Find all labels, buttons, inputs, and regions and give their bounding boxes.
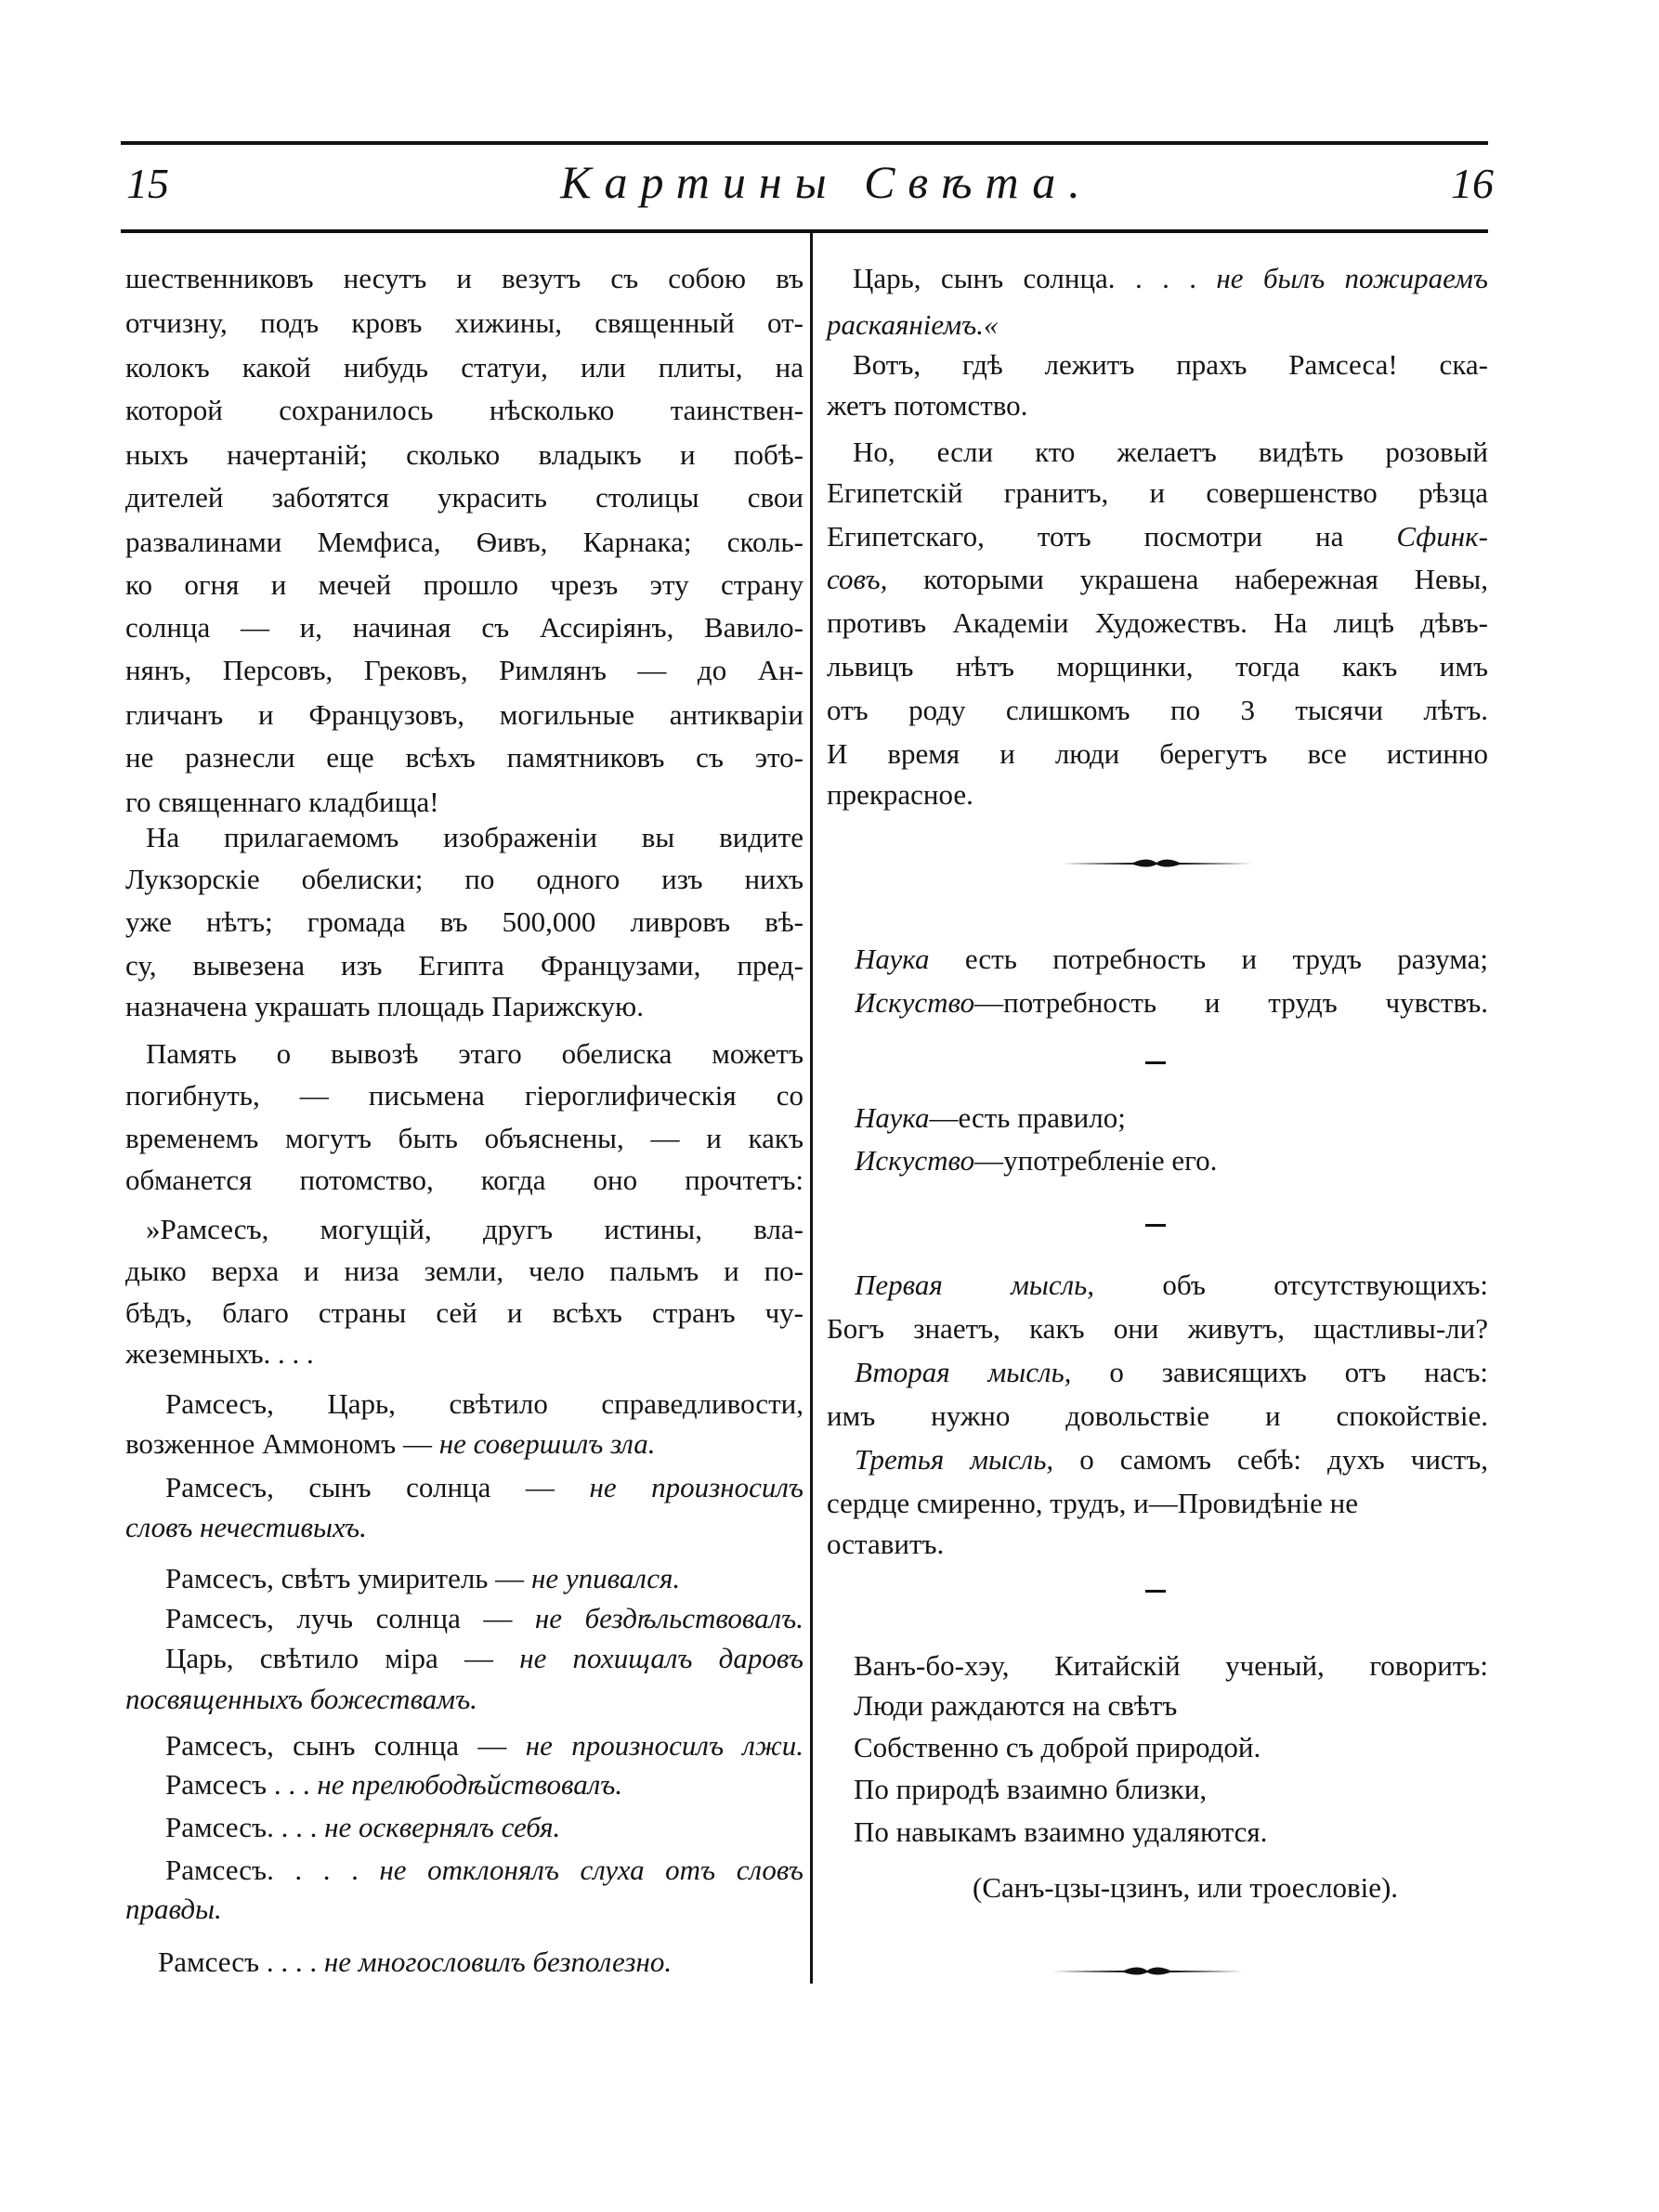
text: Египетскій гранитъ, и совершенство рѣзца: [827, 476, 1488, 510]
text-line: [854, 1685, 1488, 1727]
text-line: [125, 564, 803, 606]
italic-text: Искуство: [855, 985, 975, 1019]
text: гличанъ и Французовъ, могильные антикваріи: [125, 698, 803, 731]
text: возженное Аммономъ —: [125, 1427, 439, 1461]
text-line: [146, 1033, 803, 1075]
page-number-left: 15: [126, 160, 169, 207]
text: Богъ знаетъ, какъ они живутъ, щастливы-ли?: [827, 1311, 1488, 1345]
text-line: [855, 1139, 1488, 1182]
ornament-divider: [1059, 852, 1254, 873]
text: —употребленіе его.: [974, 1144, 1218, 1178]
text-line: [973, 1867, 1488, 1909]
text-line: [165, 1806, 803, 1849]
text-line: [855, 1097, 1488, 1139]
text: шественниковъ несутъ и везутъ съ собою въ: [125, 262, 803, 295]
text: которыми украшена набережная Невы,: [887, 562, 1488, 595]
text-line: [827, 774, 1488, 816]
text-line: [165, 1557, 803, 1600]
text: обманется потомство, когда оно прочтетъ:: [125, 1163, 803, 1196]
text: назначена украшать площадь Парижскую.: [125, 990, 644, 1023]
italic-text: правды.: [125, 1892, 222, 1925]
text-line: [125, 1423, 803, 1465]
text-line: [125, 649, 803, 692]
page-number-right: 16: [1451, 160, 1494, 207]
text: Царь, свѣтило міра —: [165, 1642, 520, 1675]
text: —есть правило;: [929, 1101, 1126, 1135]
italic-text: не многословилъ безполезно.: [323, 1945, 673, 1978]
italic-text: не произносилъ лжи.: [525, 1729, 803, 1763]
text: солнца — и, начиная съ Ассиріянъ, Вавило-: [125, 611, 803, 644]
text-line: [165, 1849, 803, 1892]
text-line: [165, 1763, 803, 1806]
text: жетъ потомство.: [827, 389, 1028, 423]
text-line: [827, 515, 1488, 558]
text: Египетскаго, тотъ посмотри на: [827, 519, 1397, 553]
italic-text: Первая мысль,: [855, 1269, 1095, 1302]
italic-text: раскаяніемъ.«: [827, 307, 999, 341]
text-line: [146, 816, 803, 859]
text-line: [827, 1523, 1488, 1566]
text-line: [827, 645, 1488, 688]
text: Лукзорскіе обелиски; по одного изъ нихъ: [125, 863, 803, 896]
text-line: [827, 304, 1488, 346]
text: дителей заботятся украсить столицы свои: [125, 480, 803, 514]
text-line: [125, 257, 803, 300]
text-line: [855, 1438, 1488, 1481]
text: Рамсесъ, сынъ солнца —: [165, 1470, 590, 1503]
text: ныхъ начертаній; сколько владыкъ и побѣ-: [125, 437, 803, 471]
text-line: [855, 1264, 1488, 1307]
text: су, вывезена изъ Египта Французами, пред-: [125, 948, 803, 982]
text-line: [853, 344, 1488, 386]
italic-text: не произносилъ: [589, 1470, 803, 1503]
text-line: [125, 1074, 803, 1117]
text: колокъ какой нибудь статуи, или плиты, на: [125, 350, 803, 384]
text-line: [125, 901, 803, 943]
text-line: [827, 1395, 1488, 1438]
italic-text: не осквернялъ себя.: [324, 1811, 561, 1844]
italic-text: совъ,: [827, 562, 888, 595]
italic-text: Вторая мысль,: [855, 1356, 1072, 1389]
italic-text: не похищалъ даровъ: [519, 1642, 803, 1675]
text: Люди раждаются на свѣтъ: [854, 1689, 1178, 1723]
text: бѣдъ, благо страны сей и всѣхъ странъ чу-: [125, 1295, 803, 1329]
text: отъ роду слишкомъ по 3 тысячи лѣтъ.: [827, 694, 1488, 727]
text: Рамсесъ. . . .: [165, 1811, 325, 1844]
italic-text: Искуство: [855, 1144, 975, 1178]
text: По природѣ взаимно близки,: [854, 1772, 1208, 1805]
text-line: [165, 1383, 803, 1425]
text: сердце смиренно, трудъ, и—Провидѣніе не: [827, 1486, 1359, 1519]
text-line: [827, 384, 1488, 427]
text-line: [125, 1333, 803, 1375]
text: Рамсесъ . . . .: [158, 1945, 324, 1978]
text-line: [125, 521, 803, 564]
text: развалинами Мемфиса, Ѳивъ, Карнака; сколь-: [125, 525, 803, 558]
text-line: [125, 985, 803, 1028]
text-line: [165, 1466, 803, 1509]
text-line: [158, 1941, 803, 1984]
italic-text: не отклонялъ слуха отъ словъ: [379, 1854, 803, 1887]
text: Рамсесъ. . . .: [165, 1854, 380, 1887]
text: о самомъ себѣ: духъ чистъ,: [1053, 1443, 1488, 1477]
text-line: [827, 472, 1488, 514]
text-line: [125, 1292, 803, 1334]
text-line: [125, 944, 803, 987]
section-dash: [1145, 1061, 1166, 1064]
italic-text: Наука: [855, 1101, 930, 1135]
column-divider: [810, 233, 813, 1984]
text: погибнуть, — письмена гіероглифическія со: [125, 1078, 803, 1112]
text: жеземныхъ. . . .: [125, 1337, 314, 1371]
italic-text: посвященныхъ божествамъ.: [125, 1682, 477, 1715]
text-line: [827, 602, 1488, 644]
text: Рамсесъ, свѣтъ умиритель —: [165, 1562, 531, 1595]
text: (Санъ-цзы-цзинъ, или троесловіе).: [973, 1870, 1399, 1904]
text: оставитъ.: [827, 1528, 945, 1561]
text-line: [125, 476, 803, 519]
text: Память о вывозѣ этаго обелиска можетъ: [146, 1036, 803, 1070]
text: объ отсутствующихъ:: [1094, 1269, 1488, 1302]
text: И время и люди берегутъ все истинно: [827, 736, 1488, 770]
ornament-divider: [1050, 1960, 1245, 1981]
text-line: [165, 1597, 803, 1640]
text-line: [827, 733, 1488, 775]
text-line: [125, 434, 803, 476]
text: го священнаго кладбища!: [125, 785, 439, 818]
text: уже нѣтъ; громада въ 500,000 ливровъ вѣ-: [125, 905, 803, 939]
text: имъ нужно довольствіе и спокойствіе.: [827, 1399, 1488, 1432]
text: отчизну, подъ кровъ хижины, священный от-: [125, 306, 803, 340]
text: Но, если кто желаетъ видѣть розовый: [853, 435, 1488, 468]
text: нянъ, Персовъ, Грековъ, Римлянъ — до Ан-: [125, 654, 803, 687]
text: львицъ нѣтъ морщинки, тогда какъ имъ: [827, 649, 1488, 683]
text: Рамсесъ . . .: [165, 1767, 318, 1801]
text-line: [854, 1768, 1488, 1811]
text: есть потребность и трудъ разума;: [929, 943, 1488, 976]
text: Рамсесъ, лучь солнца —: [165, 1602, 535, 1635]
italic-text: не совершилъ зла.: [438, 1427, 656, 1461]
text: прекрасное.: [827, 778, 973, 812]
text-line: [165, 1637, 803, 1680]
header-bottom-rule: [121, 229, 1488, 233]
section-dash: [1145, 1590, 1166, 1593]
text-line: [854, 1726, 1488, 1769]
italic-text: Третья мысль,: [855, 1443, 1054, 1477]
text: На прилагаемомъ изображеніи вы видите: [146, 821, 803, 854]
text: о зависящихъ отъ насъ:: [1071, 1356, 1488, 1389]
text-line: [125, 1506, 803, 1549]
text: противъ Академіи Художествъ. На лицѣ дѣвъ-: [827, 606, 1488, 640]
text-line: [125, 1159, 803, 1202]
italic-text: не былъ пожираемъ: [1216, 262, 1488, 295]
italic-text: не прелюбодѣйствовалъ.: [317, 1767, 623, 1801]
text-line: [855, 1351, 1488, 1394]
text-line: [125, 1888, 803, 1931]
italic-text: словъ нечестивыхъ.: [125, 1510, 367, 1543]
text-line: [855, 938, 1488, 981]
text: Рамсесъ, Царь, свѣтило справедливости,: [165, 1387, 803, 1421]
text-line: [125, 346, 803, 389]
text: не разнесли еще всѣхъ памятниковъ съ это-: [125, 741, 803, 774]
text-line: [854, 1811, 1488, 1854]
text-line: [125, 1250, 803, 1293]
text-line: [827, 689, 1488, 732]
text-line: [146, 1208, 803, 1251]
italic-text: не бездѣльствовалъ.: [534, 1602, 803, 1635]
text: Царь, сынъ солнца. . . .: [853, 262, 1217, 295]
text-line: [125, 302, 803, 345]
text: »Рамсесъ, могущій, другъ истины, вла-: [146, 1213, 803, 1246]
text-line: [854, 1645, 1488, 1687]
italic-text: Сфинк-: [1396, 519, 1488, 553]
text-line: [165, 1724, 803, 1767]
italic-text: Наука: [855, 943, 930, 976]
text: дыко верха и низа земли, чело пальмъ и по-: [125, 1255, 803, 1288]
text: ко огня и мечей прошло чрезъ эту страну: [125, 567, 803, 601]
text: Вотъ, гдѣ лежитъ прахъ Рамсеса! ска-: [853, 347, 1488, 381]
italic-text: не упивался.: [530, 1562, 681, 1595]
text-line: [853, 257, 1488, 300]
text-line: [125, 389, 803, 432]
text-line: [853, 431, 1488, 474]
text-line: [827, 558, 1488, 601]
section-dash: [1145, 1224, 1166, 1227]
header-top-rule: [121, 141, 1488, 145]
text-line: [827, 1482, 1488, 1525]
text: временемъ могутъ быть объяснены, — и какъ: [125, 1121, 803, 1154]
text: Собственно съ доброй природой.: [854, 1730, 1261, 1763]
text-line: [125, 736, 803, 779]
text-line: [125, 1117, 803, 1160]
running-title: Картины Свѣта.: [560, 156, 1093, 208]
text: По навыкамъ взаимно удаляются.: [854, 1815, 1268, 1848]
text-line: [125, 1678, 803, 1721]
text: —потребность и трудъ чувствъ.: [974, 985, 1488, 1019]
text-line: [125, 694, 803, 736]
text: Рамсесъ, сынъ солнца —: [165, 1729, 526, 1763]
text-line: [855, 982, 1488, 1024]
text-line: [827, 1308, 1488, 1350]
text: которой сохранилось нѣсколько таинствен-: [125, 393, 803, 426]
text-line: [125, 606, 803, 649]
text: Ванъ-бо-хэу, Китайскій ученый, говоритъ:: [854, 1649, 1488, 1683]
text-line: [125, 858, 803, 901]
